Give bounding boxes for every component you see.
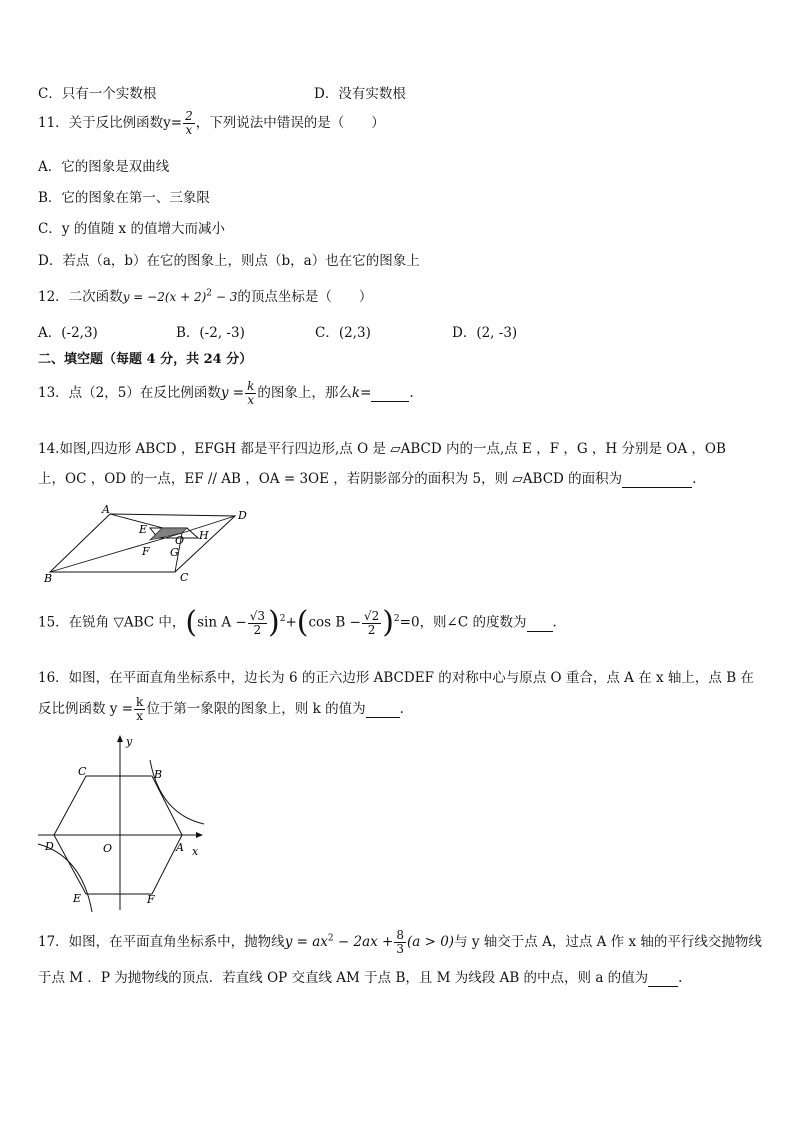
- q16-hexagon-figure: [36, 732, 208, 914]
- q11-stem-post: ，下列说法中错误的是（ ）: [195, 115, 385, 131]
- q13-stem-post: =: [360, 385, 372, 401]
- label-c: C: [180, 571, 189, 584]
- q17-frac-num: 8: [396, 928, 404, 942]
- right-paren-2: ): [382, 605, 394, 640]
- q10-option-c: C．只有一个实数根: [38, 86, 157, 102]
- q12-formula: y = −2(x + 2): [122, 290, 207, 304]
- q16-frac-den: x: [136, 709, 144, 723]
- q11-stem-pre: 11．关于反比例函数y=: [38, 115, 183, 131]
- label-g: G: [170, 546, 179, 559]
- q16-line1: 16．如图，在平面直角坐标系中，边长为 6 的正六边形 ABCDEF 的对称中心与原点 O 重合，点 A 在 x 轴上，点 B 在: [38, 670, 754, 686]
- q11-frac-den: x: [185, 123, 193, 137]
- q12-option-d: D．(2, -3): [452, 325, 518, 341]
- q13-stem-pre: 13．点（2，5）在反比例函数: [38, 385, 221, 401]
- q16-fraction: [134, 696, 145, 723]
- label-h: H: [199, 529, 209, 542]
- q11-option-d: D．若点（a，b）在它的图象上，则点（b，a）也在它的图象上: [38, 253, 420, 269]
- q13-stem: [38, 380, 414, 407]
- q15-end: .: [552, 614, 557, 631]
- q17-line2: [38, 966, 682, 987]
- label-c: C: [78, 765, 87, 778]
- q13-y-eq: y =: [220, 385, 245, 401]
- q16-answer-blank[interactable]: [366, 701, 400, 718]
- q17-line1-post: 与 y 轴交于点 A，过点 A 作 x 轴的平行线交抛物线: [454, 934, 762, 950]
- left-paren-1: (: [185, 605, 198, 640]
- q11-option-a: A．它的图象是双曲线: [38, 159, 170, 175]
- q17-line1: [38, 929, 762, 956]
- label-f: F: [142, 545, 150, 558]
- y-axis-arrow: [117, 735, 123, 742]
- q16-line2-post: 位于第一象限的图象上，则 k 的值为: [146, 701, 366, 717]
- q12-formula-sup: 2: [206, 288, 213, 299]
- label-a: A: [176, 841, 184, 854]
- q12-stem-post: 的顶点坐标是（ ）: [237, 289, 373, 305]
- q15-eq0: =0: [399, 614, 420, 631]
- q16-end: .: [399, 701, 404, 717]
- q11-option-b: B．它的图象在第一、三象限: [38, 190, 210, 206]
- q14-end: .: [692, 471, 697, 487]
- q15-sin-a: sin A −: [197, 614, 247, 631]
- label-e: E: [139, 523, 148, 536]
- label-x: x: [192, 845, 199, 858]
- q15-f2-num: √2: [363, 608, 380, 623]
- q15-f2-den: 2: [367, 622, 376, 637]
- q15-stem-post: ，则∠C 的度数为: [419, 614, 527, 631]
- q15-fraction-1: [248, 610, 267, 637]
- q17-line1-pre: 17．如图，在平面直角坐标系中，抛物线: [38, 934, 285, 950]
- q17-fraction: [394, 929, 406, 956]
- label-o: O: [103, 842, 113, 855]
- q15-fraction-2: [362, 610, 381, 637]
- q13-frac-den: x: [247, 393, 255, 407]
- q16-line2: [38, 696, 404, 723]
- label-b: B: [44, 572, 53, 585]
- q13-answer-blank[interactable]: [371, 385, 409, 402]
- q17-frac-den: 3: [396, 942, 404, 956]
- q13-stem-mid: 的图象上，那么: [257, 385, 352, 401]
- q15-f1-num: √3: [249, 608, 265, 623]
- q17-line2-text: 于点 M ．P 为抛物线的顶点．若直线 OP 交直线 AM 于点 B，且 M 为线段 AB 的中点，则 a 的值为: [38, 970, 649, 986]
- q17-cond: (a > 0): [407, 934, 455, 950]
- q16-line2-pre: 反比例函数 y =: [38, 701, 134, 717]
- q17-formula: y = ax: [284, 934, 328, 950]
- hyperbola-lower: [38, 844, 92, 912]
- q17-answer-blank[interactable]: [648, 970, 678, 987]
- label-o: O: [175, 534, 185, 547]
- right-paren-1: ): [268, 605, 280, 640]
- q14-answer-blank[interactable]: [622, 471, 692, 488]
- q13-fraction: [245, 380, 256, 407]
- q13-end: .: [409, 385, 414, 401]
- q15-cos-b: cos B −: [308, 614, 361, 631]
- q11-fraction: [183, 110, 195, 137]
- q14-parallelogram-figure: [40, 502, 265, 587]
- q11-stem: [38, 110, 385, 137]
- q11-option-c: C．y 的值随 x 的值增大而减小: [38, 221, 225, 237]
- section-title: 二、填空题（每题 4 分，共 24 分）: [38, 352, 253, 367]
- q12-stem-pre: 12．二次函数: [38, 289, 123, 305]
- q14-line1: 14.如图,四边形 ABCD ，EFGH 都是平行四边形,点 O 是 ▱ABCD 内的一点,点 E ，F ，G ，H 分别是 OA ，OB: [38, 441, 726, 457]
- label-d: D: [45, 840, 54, 853]
- q15-stem-pre: 15．在锐角 ▽ABC 中，: [38, 614, 186, 631]
- label-e: E: [73, 892, 82, 905]
- q14-line2-text: 上，OC ，OD 的一点，EF // AB ，OA = 3OE ，若阴影部分的面积为 5，则 ▱ABCD 的面积为: [38, 471, 623, 487]
- q15-plus: +: [285, 614, 297, 631]
- q15-exp-2: 2: [393, 614, 400, 624]
- q12-stem: [38, 285, 372, 305]
- q15-stem: [38, 605, 557, 640]
- q16-frac-num: k: [136, 695, 144, 709]
- label-b: B: [154, 768, 163, 781]
- q13-frac-num: k: [247, 379, 255, 393]
- label-a: A: [102, 503, 110, 516]
- q17-sup: 2: [327, 933, 334, 944]
- q13-var-k: k: [351, 385, 361, 401]
- q15-f1-den: 2: [253, 622, 262, 637]
- q12-option-c: C．(2,3): [315, 325, 371, 341]
- q17-end: .: [678, 970, 683, 986]
- label-y: y: [126, 735, 133, 748]
- label-d: D: [238, 509, 247, 522]
- x-axis-arrow: [196, 832, 203, 838]
- q12-option-b: B．(-2, -3): [176, 325, 245, 341]
- q15-exp-1: 2: [279, 614, 286, 624]
- q11-frac-num: 2: [185, 109, 193, 123]
- q14-line2: [38, 467, 696, 488]
- left-paren-2: (: [296, 605, 309, 640]
- q12-formula-post: − 3: [212, 290, 238, 304]
- q15-answer-blank[interactable]: [527, 615, 553, 632]
- q12-option-a: A．(-2,3): [38, 325, 98, 341]
- q10-option-d: D．没有实数根: [314, 86, 406, 102]
- q17-formula2: − 2ax +: [333, 934, 394, 950]
- label-f: F: [147, 893, 155, 906]
